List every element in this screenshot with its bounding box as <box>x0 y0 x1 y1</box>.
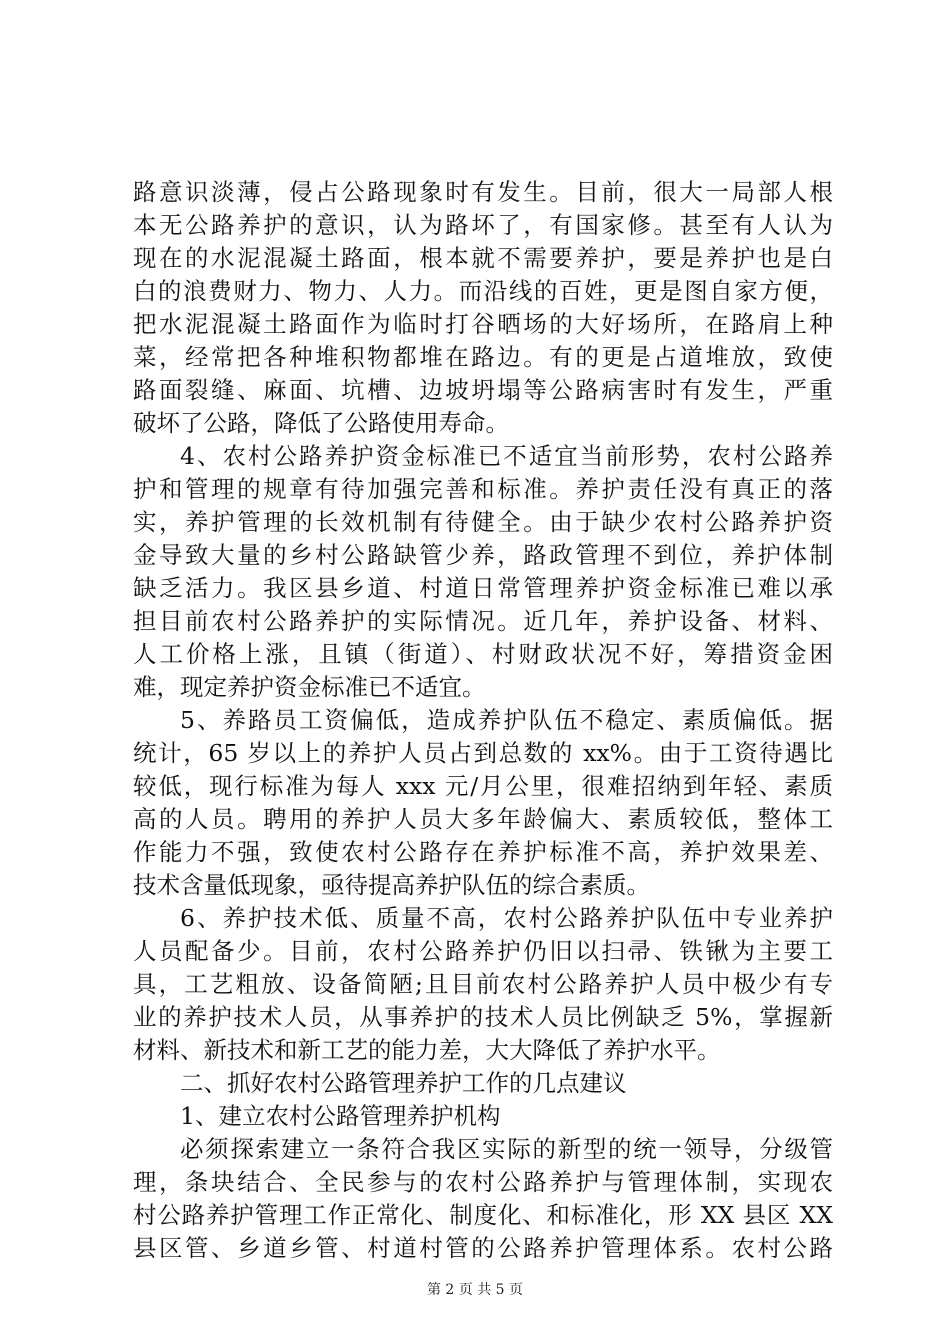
text-line: 人工价格上涨，且镇（街道）、村财政状况不好，筹措资金困 <box>133 640 833 668</box>
text-line: 较低，现行标准为每人 xxx 元/月公里，很难招纳到年轻、素质 <box>133 772 833 800</box>
text-line: 破坏了公路，降低了公路使用寿命。 <box>133 409 509 437</box>
text-line: 现在的水泥混凝土路面，根本就不需要养护，要是养护也是白 <box>133 244 833 272</box>
text-line: 菜，经常把各种堆积物都堆在路边。有的更是占道堆放，致使 <box>133 343 833 371</box>
text-line: 路面裂缝、麻面、坑槽、边坡坍塌等公路病害时有发生，严重 <box>133 376 833 404</box>
page-number-footer: 第 2 页 共 5 页 <box>426 1282 524 1298</box>
text-line: 村公路养护管理工作正常化、制度化、和标准化，形 XX 县区 XX <box>133 1201 833 1229</box>
text-line: 人员配备少。目前，农村公路养护仍旧以扫帚、铁锹为主要工 <box>133 937 833 965</box>
text-line: 实，养护管理的长效机制有待健全。由于缺少农村公路养护资 <box>133 508 833 536</box>
text-line: 必须探索建立一条符合我区实际的新型的统一领导，分级管 <box>180 1135 833 1163</box>
text-line: 难，现定养护资金标准已不适宜。 <box>133 673 486 701</box>
text-line: 高的人员。聘用的养护人员大多年龄偏大、素质较低，整体工 <box>133 805 833 833</box>
text-line: 统计，65 岁以上的养护人员占到总数的 xx%。由于工资待遇比 <box>133 739 833 767</box>
text-line: 护和管理的规章有待加强完善和标准。养护责任没有真正的落 <box>133 475 833 503</box>
text-line: 金导致大量的乡村公路缺管少养，路政管理不到位，养护体制 <box>133 541 833 569</box>
text-line: 6、养护技术低、质量不高，农村公路养护队伍中专业养护 <box>180 904 833 932</box>
text-line: 二、抓好农村公路管理养护工作的几点建议 <box>180 1069 627 1097</box>
document-body <box>133 176 833 1265</box>
text-line: 5、养路员工资偏低，造成养护队伍不稳定、素质偏低。据 <box>180 706 833 734</box>
text-line: 具，工艺粗放、设备简陋;且目前农村公路养护人员中极少有专 <box>133 970 833 998</box>
text-line: 县区管、乡道乡管、村道村管的公路养护管理体系。农村公路 <box>133 1234 833 1262</box>
text-line: 把水泥混凝土路面作为临时打谷晒场的大好场所，在路肩上种 <box>133 310 833 338</box>
text-line: 1、建立农村公路管理养护机构 <box>180 1102 501 1130</box>
text-line: 缺乏活力。我区县乡道、村道日常管理养护资金标准已难以承 <box>133 574 833 602</box>
text-line: 担目前农村公路养护的实际情况。近几年，养护设备、材料、 <box>133 607 833 635</box>
text-line: 4、农村公路养护资金标准已不适宜当前形势，农村公路养 <box>180 442 833 470</box>
text-line: 业的养护技术人员，从事养护的技术人员比例缺乏 5%，掌握新 <box>133 1003 833 1031</box>
text-line: 技术含量低现象，亟待提高养护队伍的综合素质。 <box>133 871 650 899</box>
text-line: 本无公路养护的意识，认为路坏了，有国家修。甚至有人认为 <box>133 211 833 239</box>
text-line: 路意识淡薄，侵占公路现象时有发生。目前，很大一局部人根 <box>133 178 833 206</box>
text-line: 白的浪费财力、物力、人力。而沿线的百姓，更是图自家方便， <box>133 277 833 305</box>
text-line: 作能力不强，致使农村公路存在养护标准不高，养护效果差、 <box>133 838 833 866</box>
text-line: 材料、新技术和新工艺的能力差，大大降低了养护水平。 <box>133 1036 721 1064</box>
text-line: 理，条块结合、全民参与的农村公路养护与管理体制，实现农 <box>133 1168 833 1196</box>
